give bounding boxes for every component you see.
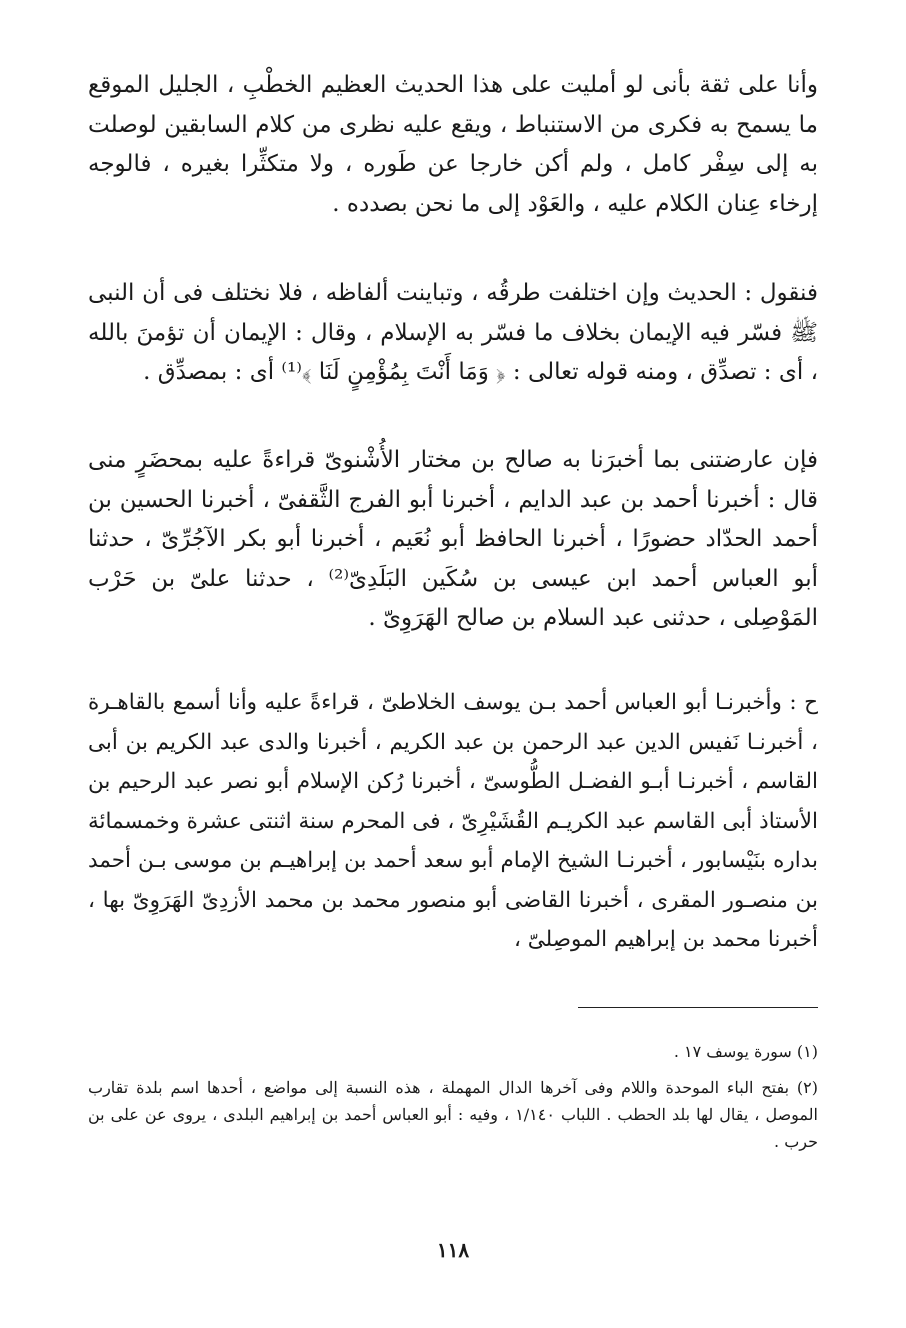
- body-paragraph-1: وأنا على ثقة بأنى لو أمليت على هذا الحديث العظيم الخطْبِ ، الجليل الموقع ما يسمح به فكرى من الاستنباط ، ويقع عليه نظرى من كلام السابقين لوصلت به إلى سِفْر كامل ، ولم أكن خارجا عن طَوره ، ولا متكثِّرا بغيره ، فالوجه إرخاء عِنان الكلام عليه ، والعَوْد إلى ما نحن بصدده .: [88, 72, 818, 217]
- footnote-divider: [578, 1007, 818, 1008]
- page-number: ١١٨: [436, 1238, 470, 1262]
- footnote-1: (١) سورة يوسف ١٧ .: [673, 1042, 818, 1061]
- body-paragraph-3: فإن عارضتنى بما أخبرَنا به صالح بن مختار الأُشْنوىّ قراءةً عليه بمحضَرٍ منى قال : أخبرنا أحمد بن عبد الدايم ، أخبرنا أبو الفرج الثَّقفىّ ، أخبرنا الحسين بن أحمد الحدّاد حضورًا ، أخبرنا الحافظ أبو نُعَيم ، أخبرنا أبو بكر الآجُرِّىّ ، حدثنا أبو العباس أحمد ابن عيسى بن سُكَين البَلَدِىّ⁽²⁾ ، حدثنا علىّ بن حَرْب المَوْصِلى ، حدثنى عبد السلام بن صالح الهَرَوِىّ .: [88, 447, 818, 631]
- footnote-2: (٢) بفتح الباء الموحدة واللام وفى آخرها الدال المهملة ، هذه النسبة إلى مواضع ، أحدها اسم بلدة تقارب الموصل ، يقال لها بلد الحطب . اللباب ١/١٤٠ ، وفيه : أبو العباس أحمد بن إبراهيم البلدى ، يروى عن على بن حرب .: [88, 1078, 818, 1151]
- body-paragraph-4: ح : وأخبرنـا أبو العباس أحمد بـن يوسف الخلاطىّ ، قراءةً عليه وأنا أسمع بالقاهـرة ، أخبرنـا نَفيس الدين عبد الرحمن بن عبد الكريم ، أخبرنا والدى عبد الكريم بن أبى القاسم ، أخبرنـا أبـو الفضـل الطُّوسىّ ، أخبرنا رُكن الإسلام أبو نصر عبد الرحيم بن الأستاذ أبى القاسم عبد الكريـم القُشَيْرِىّ ، فى المحرم سنة اثنتى عشرة وخمسمائة بداره بنَيْسابور ، أخبرنـا الشيخ الإمام أبو سعد أحمد بن إبراهيـم بن موسى بـن أحمد بن منصـور المقرى ، أخبرنا القاضى أبو منصور محمد بن محمد الأزدِىّ الهَرَوِىّ بها ، أخبرنا محمد بن إبراهيم الموصِلىّ ،: [88, 690, 819, 952]
- body-paragraph-2: فنقول : الحديث وإن اختلفت طرقُه ، وتباينت ألفاظه ، فلا نختلف فى أن النبى ﷺ فسّر فيه الإيمان بخلاف ما فسّر به الإسلام ، وقال : الإيمان أن تؤمنَ بالله ، أى : تصدِّق ، ومنه قوله تعالى : ﴿ وَمَا أَنْتَ بِمُؤْمِنٍ لَنَا ﴾⁽¹⁾ أى : بمصدِّق .: [88, 280, 818, 385]
